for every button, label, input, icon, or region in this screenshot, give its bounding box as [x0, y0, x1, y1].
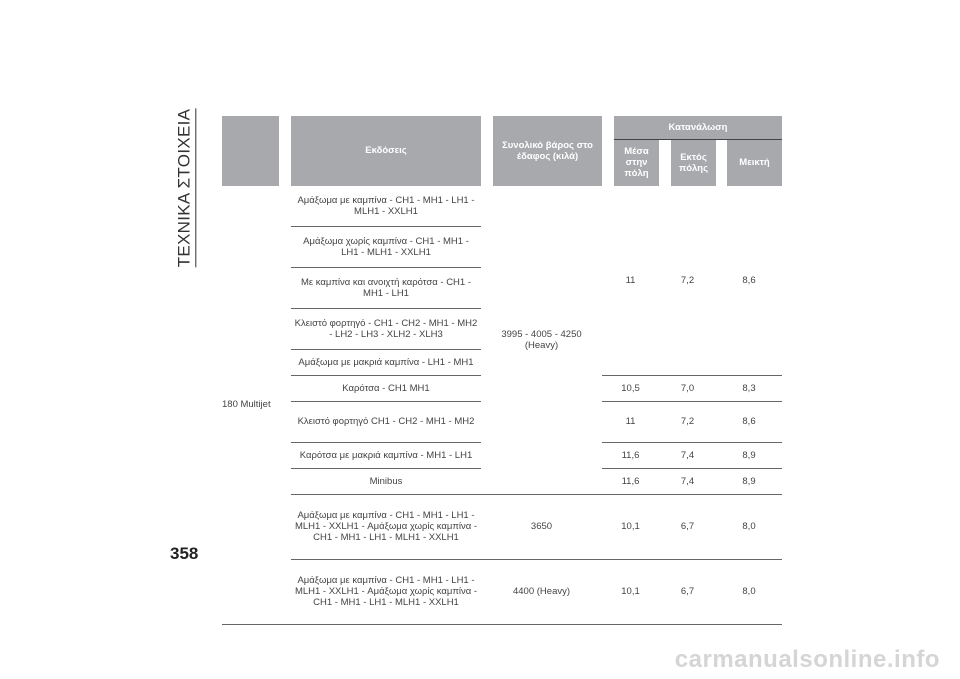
combined-cell: 8,6: [716, 401, 782, 442]
extra-urban-cell: 7,0: [659, 375, 716, 401]
urban-cell: 11: [602, 186, 659, 376]
version-cell: Κλειστό φορτηγό - CH1 - CH2 - MH1 - MH2 - LH2 - LH3 - XLH2 - XLH3: [291, 308, 481, 349]
table-row: [222, 186, 782, 227]
header-gross-weight: Συνολικό βάρος στο έδαφος (κιλά): [493, 116, 602, 186]
header-versions: Εκδόσεις: [291, 116, 481, 186]
version-cell: Αμάξωμα με μακριά καμπίνα - LH1 - MH1: [291, 349, 481, 375]
version-cell: Καρότσα με μακριά καμπίνα - MH1 - LH1: [291, 442, 481, 468]
version-cell: Αμάξωμα με καμπίνα - CH1 - MH1 - LH1 - MLH1 - XXLH1 - Αμάξωμα χωρίς καμπίνα - CH1 - MH1 - LH1 - MLH1 - XXLH1: [291, 559, 481, 624]
urban-cell: 10,1: [602, 559, 659, 624]
combined-cell: 8,6: [716, 186, 782, 376]
extra-urban-cell: 6,7: [659, 559, 716, 624]
version-cell: Καρότσα - CH1 MH1: [291, 375, 481, 401]
table-row: [222, 559, 782, 624]
weight-cell: 4400 (Heavy): [481, 559, 602, 624]
header-combined: Μεικτή: [727, 140, 782, 186]
extra-urban-cell: 7,2: [659, 186, 716, 376]
version-cell: Αμάξωμα με καμπίνα - CH1 - MH1 - LH1 - MLH1 - XXLH1 - Αμάξωμα χωρίς καμπίνα - CH1 - MH1 - LH1 - MLH1 - XXLH1: [291, 494, 481, 559]
urban-cell: 11,6: [602, 468, 659, 494]
version-cell: Αμάξωμα με καμπίνα - CH1 - MH1 - LH1 - MLH1 - XXLH1: [291, 186, 481, 227]
extra-urban-cell: 7,2: [659, 401, 716, 442]
table-row: [222, 494, 782, 559]
engine-cell: 180 Multijet: [222, 186, 291, 625]
weight-cell: 3995 - 4005 - 4250 (Heavy): [481, 186, 602, 495]
header-extra-urban: Εκτός πόλης: [671, 140, 716, 186]
version-cell: Αμάξωμα χωρίς καμπίνα - CH1 - MH1 - LH1 - MLH1 - XXLH1: [291, 226, 481, 267]
urban-cell: 10,1: [602, 494, 659, 559]
page-number: 358: [170, 544, 199, 563]
combined-cell: 8,3: [716, 375, 782, 401]
combined-cell: 8,0: [716, 494, 782, 559]
weight-cell: 3650: [481, 494, 602, 559]
section-title: [168, 108, 202, 268]
consumption-table: [222, 116, 782, 625]
watermark: carmanualsonline.info: [674, 646, 940, 673]
combined-cell: 8,9: [716, 442, 782, 468]
combined-cell: 8,9: [716, 468, 782, 494]
version-cell: Minibus: [291, 468, 481, 494]
combined-cell: 8,0: [716, 559, 782, 624]
extra-urban-cell: 7,4: [659, 442, 716, 468]
urban-cell: 10,5: [602, 375, 659, 401]
urban-cell: 11: [602, 401, 659, 442]
version-cell: Με καμπίνα και ανοιχτή καρότσα - CH1 - MH1 - LH1: [291, 267, 481, 308]
header-consumption: Κατανάλωση: [614, 116, 782, 140]
section-title-text: ΤΕΧΝΙΚΑ ΣΤΟΙΧΕΙΑ: [174, 109, 196, 268]
extra-urban-cell: 6,7: [659, 494, 716, 559]
header-blank: [222, 116, 279, 186]
urban-cell: 11,6: [602, 442, 659, 468]
extra-urban-cell: 7,4: [659, 468, 716, 494]
header-urban: Μέσα στην πόλη: [614, 140, 659, 186]
version-cell: Κλειστό φορτηγό CH1 - CH2 - MH1 - MH2: [291, 401, 481, 442]
